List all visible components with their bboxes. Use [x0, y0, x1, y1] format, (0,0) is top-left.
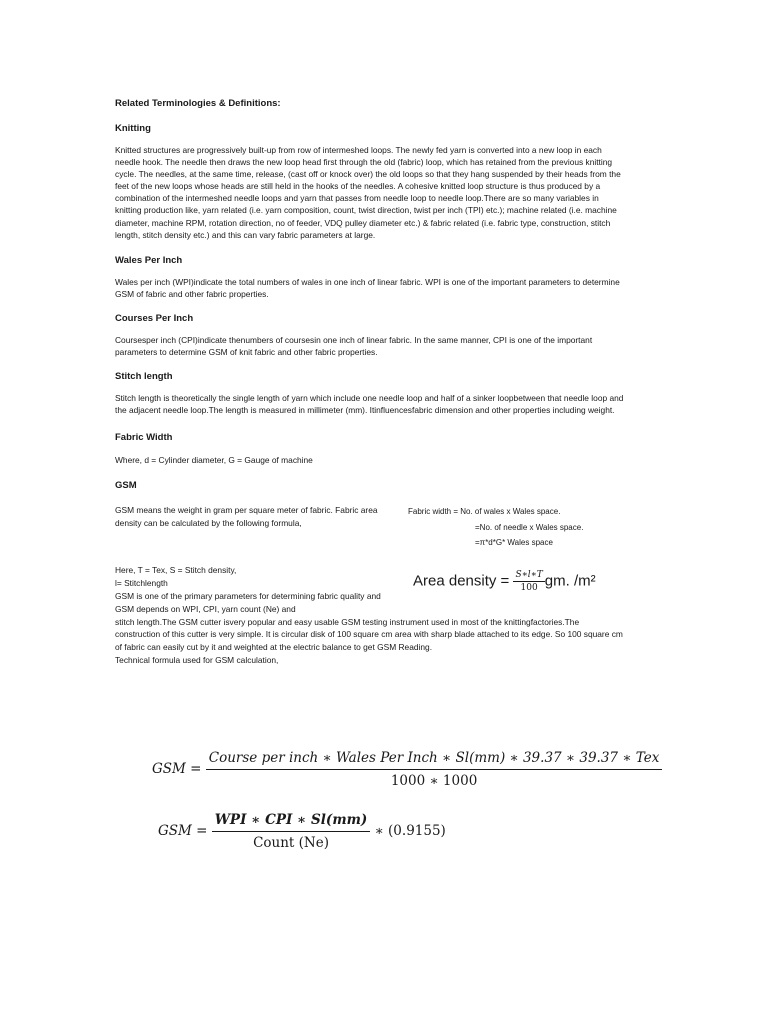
fabric-width-line-1: Fabric width = No. of wales x Wales space. — [408, 507, 561, 517]
fabric-width-formula — [408, 504, 583, 551]
courses-paragraph: Coursesper inch (CPI)indicate thenumbers of coursesin one inch of linear fabric. In the same manner, CPI is one of the important parameters to determine GSM of knit fabric and other fabric properties. — [115, 334, 593, 358]
area-density-numerator: S∗l∗T — [515, 570, 543, 581]
knitting-paragraph: Knitted structures are progressively built-up from row of intermeshed loops. The newly fed yarn is converted into a new loop in each needle hook. The needle then draws the new loop head first through the old (fabric) loop, which has retained from the previous knitting cycle. The needles, at the same time, release, (cast off or knock over) the old loops so that they hang suspended by their heads from the feet of the new loops whose heads are still held in the hooks of the needles. A cohesive knitted loop structure is thus produced by a combination of the intermeshed needle loops and yarn that passes from needle loop to needle loop.There are so many variables in knitting production like, yarn related (i.e. yarn composition, count, twist direction, twist per inch (TPI) etc.); machine related (i.e. machine diameter, machine RPM, rotation direction, no of feeder, VDQ pulley diameter etc.) & fabric related (i.e. fabric type, construction, stitch length, stitch density etc.) and this can vary fabric parameters at large. — [115, 145, 621, 240]
gsm-definition: GSM means the weight in gram per square meter of fabric. Fabric area density can be calculated by the following formula, — [115, 505, 378, 529]
gsm-formula-2-lhs: GSM = — [158, 823, 208, 839]
stitch-paragraph: Stitch length is theoretically the single length of yarn which include one needle loop and half of a sinker loopbetween that needle loop and the adjacent needle loop.The length is measured in millimeter (mm). Itinfluencesfabric dimension and other properties including weight. — [115, 393, 624, 416]
wales-heading: Wales Per Inch — [115, 254, 183, 266]
gsm-block — [115, 504, 625, 564]
technical-formula-text: Technical formula used for GSM calculation, — [115, 654, 279, 665]
gsm-formula-1-fraction — [206, 750, 663, 789]
fabric-width-line-2: =No. of needle x Wales space. — [475, 522, 584, 532]
gsm-formula-2-denominator: Count (Ne) — [253, 835, 329, 851]
area-density-unit: gm. /m² — [544, 572, 596, 590]
gsm-primary-text: GSM is one of the primary parameters for determining fabric quality and GSM depends on WPI, CPI, yarn count (Ne) and — [115, 591, 381, 614]
gsm-formula-2-tail: ∗ (0.9155) — [374, 823, 446, 839]
gsm-heading: GSM — [115, 480, 137, 492]
gsm-formula-2-numerator: WPI ∗ CPI ∗ Sl(mm) — [212, 812, 371, 832]
area-density-label: Area density = — [413, 572, 510, 590]
wales-paragraph: Wales per inch (WPI)indicate the total numbers of wales in one inch of linear fabric. WPI is one of the important parameters to determine GSM of fabric and other fabric properties. — [115, 276, 620, 299]
gsm-formula-2 — [158, 812, 446, 851]
area-density-fraction — [513, 570, 544, 593]
area-density-formula — [413, 570, 596, 593]
l-definition: l= Stitchlength — [115, 578, 168, 589]
gsm-formula-2-fraction — [212, 812, 371, 851]
gsm-formula-1 — [152, 750, 662, 789]
fabric-width-heading: Fabric Width — [115, 432, 173, 444]
document-title: Related Terminologies & Definitions: — [115, 98, 281, 109]
knitting-heading: Knitting — [115, 123, 151, 134]
here-line: Here, T = Tex, S = Stitch density, — [115, 565, 237, 576]
document-page — [115, 98, 625, 667]
gsm-cutter-paragraph: stitch length.The GSM cutter isvery popular and easy usable GSM testing instrument used in most of the knittingfactories.The construction of this cutter is very simple. It is circular disk of 100 square cm area with sharp blade attached to its edge. So 100 square cm of fabric can easily cut by it and weighted at the electric balance to get GSM Reading. — [115, 616, 623, 653]
gsm-formula-1-lhs: GSM = — [152, 761, 202, 777]
stitch-heading: Stitch length — [115, 371, 173, 383]
fabric-width-where: Where, d = Cylinder diameter, G = Gauge of machine — [115, 455, 313, 466]
area-density-denominator: 100 — [520, 583, 538, 594]
gsm-formula-1-denominator: 1000 ∗ 1000 — [390, 773, 478, 789]
courses-heading: Courses Per Inch — [115, 312, 194, 324]
fabric-width-line-3: =π*d*G* Wales space — [475, 538, 553, 548]
gsm-formula-1-numerator: Course per inch ∗ Wales Per Inch ∗ Sl(mm) ∗ 39.37 ∗ 39.37 ∗ Tex — [206, 750, 663, 770]
